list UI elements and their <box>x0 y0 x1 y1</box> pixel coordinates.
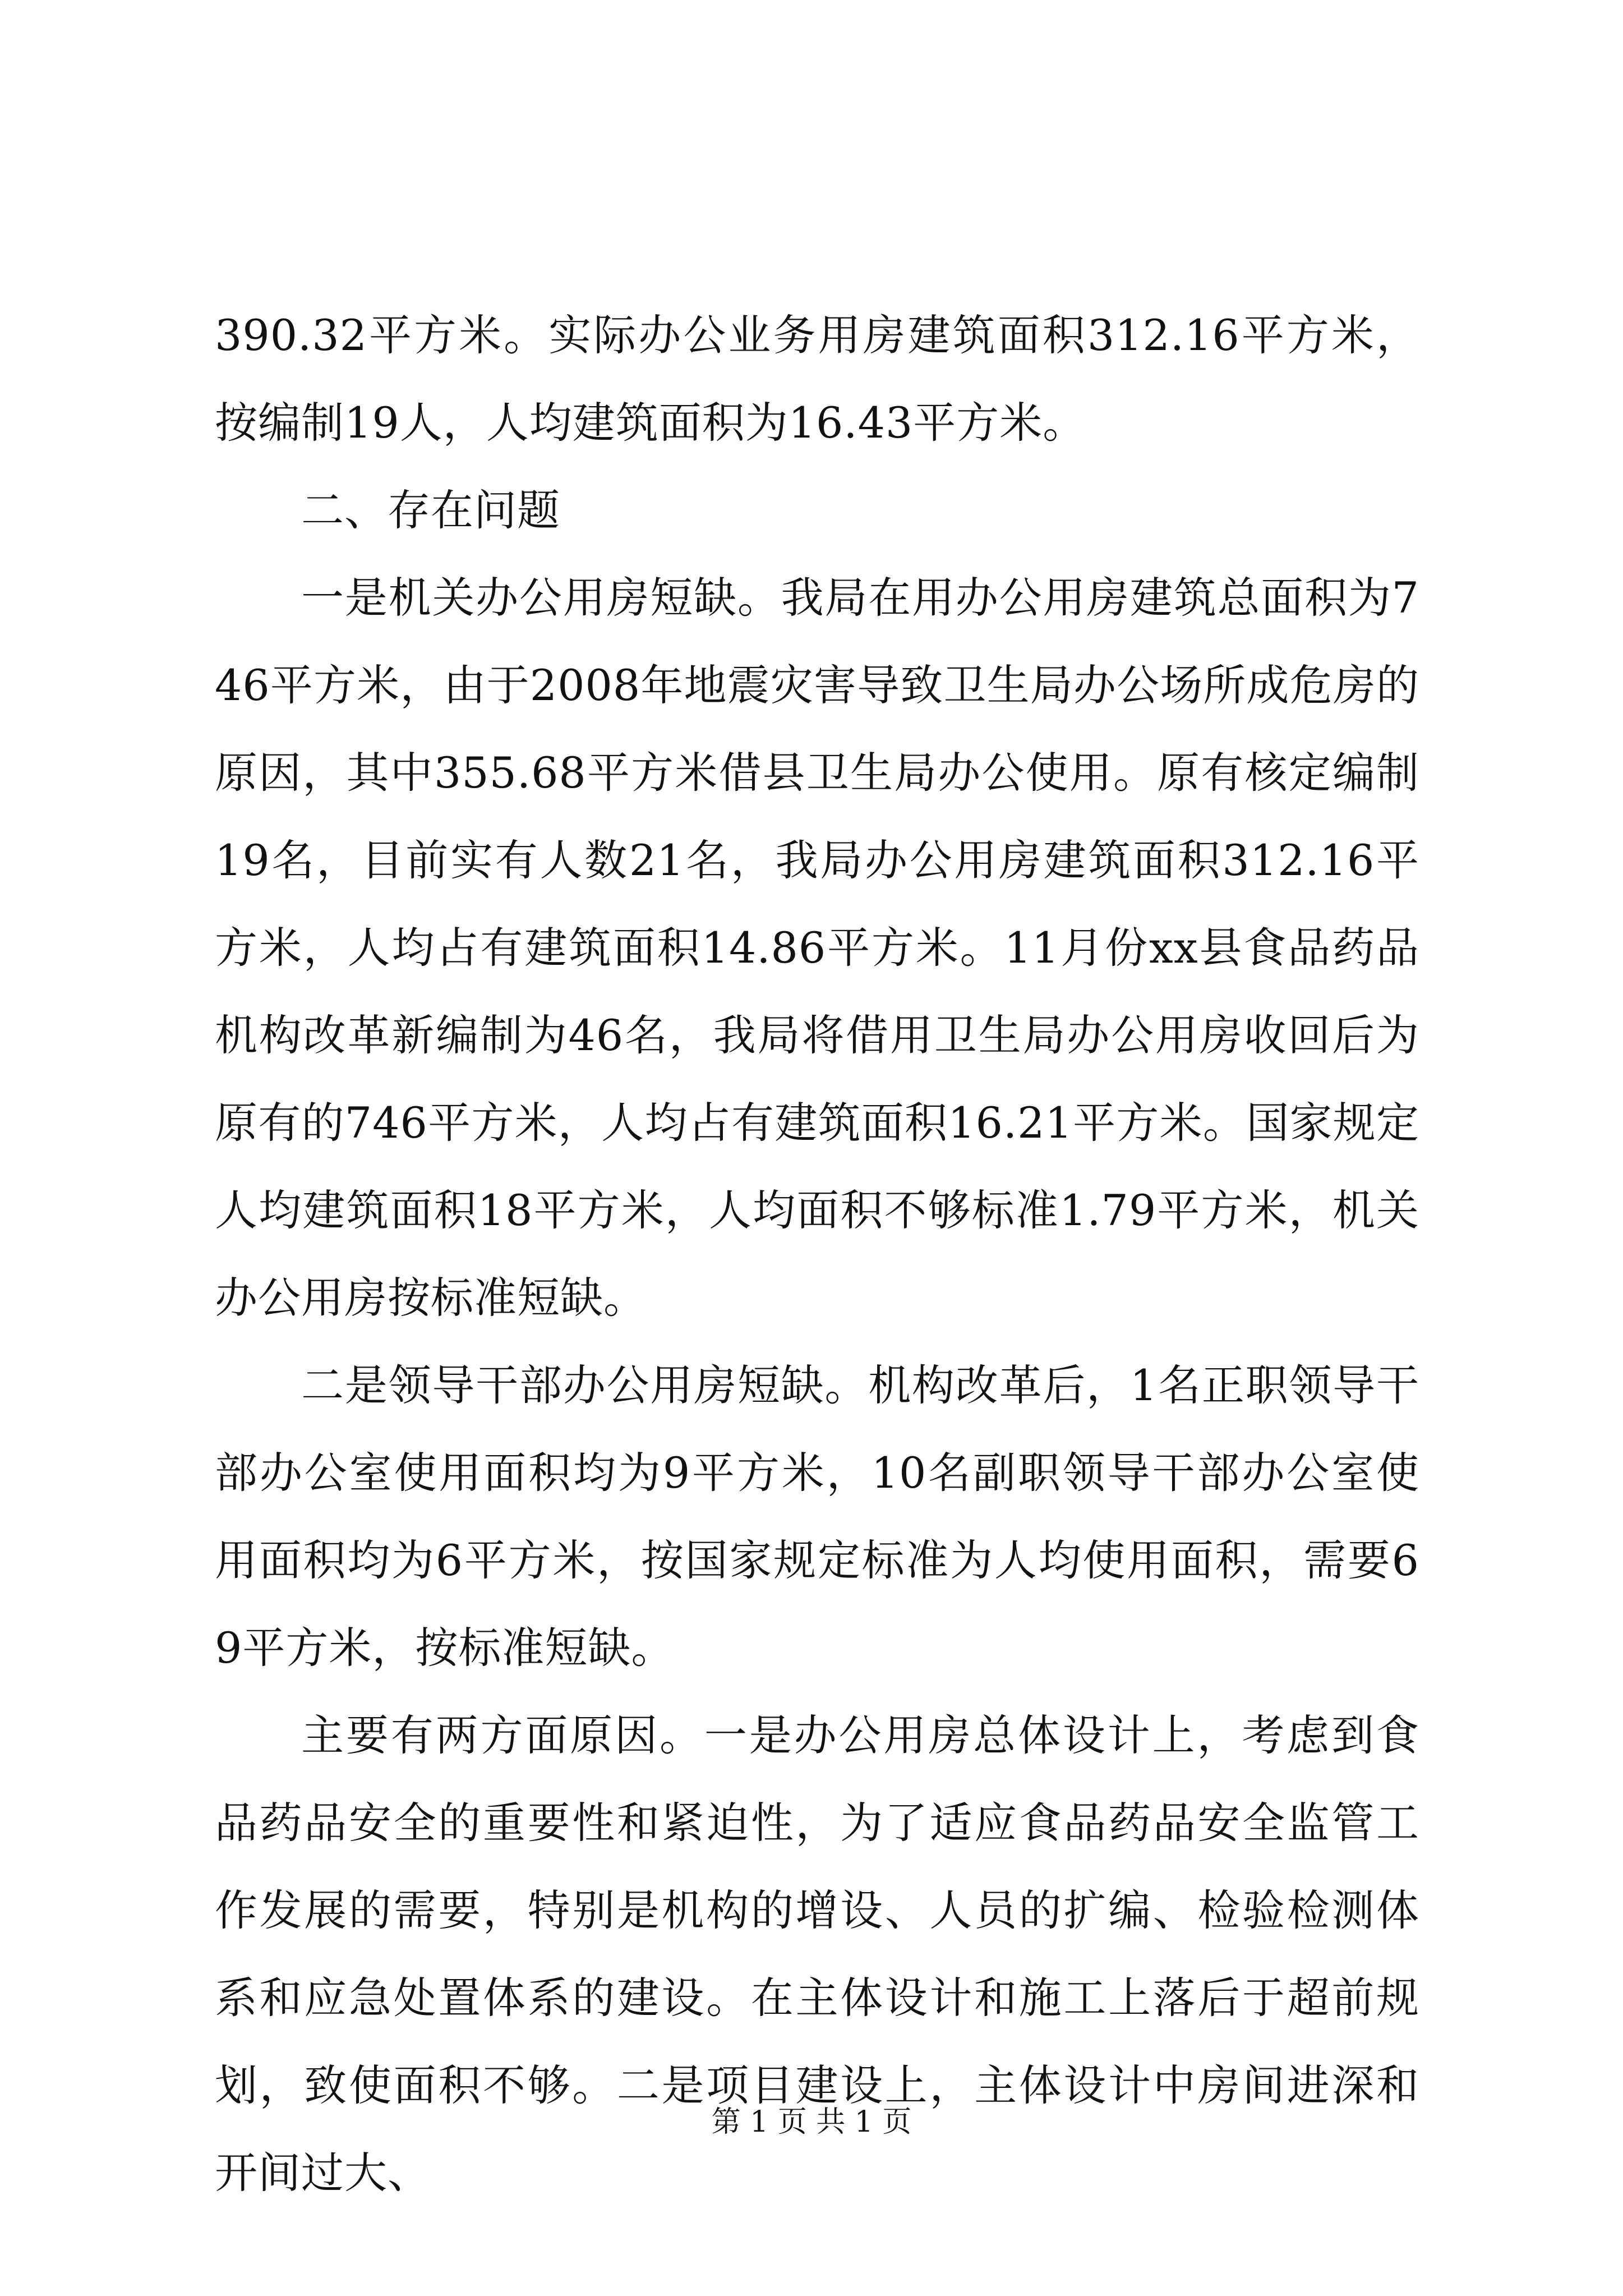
paragraph-continuation: 390.32平方米。实际办公业务用房建筑面积312.16平方米，按编制19人，人均建筑面积为16.43平方米。 <box>215 310 1419 448</box>
document-body <box>215 292 1419 2217</box>
page-footer: 第 1 页 共 1 页 <box>711 2105 912 2139</box>
paragraph-office-shortage: 一是机关办公用房短缺。我局在用办公用房建筑总面积为746平方米，由于2008年地震灾害导致卫生局办公场所成危房的原因，其中355.68平方米借县卫生局办公使用。原有核定编制19名，目前实有人数21名，我局办公用房建筑面积312.16平方米，人均占有建筑面积14.86平方米。11月份xx县食品药品机构改革新编制为46名，我局将借用卫生局办公用房收回后为原有的746平方米，人均占有建筑面积16.21平方米。国家规定人均建筑面积18平方米，人均面积不够标准1.79平方米，机关办公用房按标准短缺。 <box>215 573 1419 1323</box>
paragraph-leader-office-shortage: 二是领导干部办公用房短缺。机构改革后，1名正职领导干部办公室使用面积均为9平方米，10名副职领导干部办公室使用面积均为6平方米，按国家规定标准为人均使用面积，需要69平方米，按标准短缺。 <box>215 1360 1419 1673</box>
section-heading: 二、存在问题 <box>301 485 560 535</box>
paragraph-reasons: 主要有两方面原因。一是办公用房总体设计上，考虑到食品药品安全的重要性和紧迫性，为了适应食品药品安全监管工作发展的需要，特别是机构的增设、人员的扩编、检验检测体系和应急处置体系的建设。在主体设计和施工上落后于超前规划，致使面积不够。二是项目建设上，主体设计中房间进深和开间过大、 <box>215 1710 1419 2198</box>
